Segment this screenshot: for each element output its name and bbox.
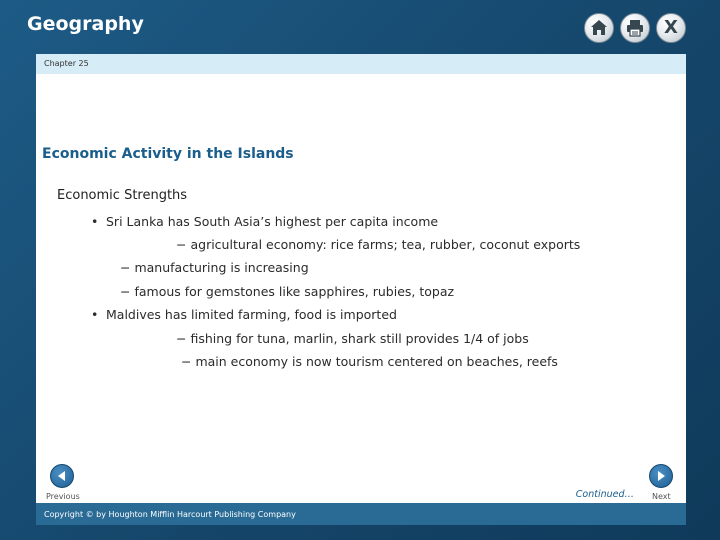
dash-marker: − (120, 284, 131, 299)
sub-bullet-line (176, 237, 580, 252)
sub-bullet-text: manufacturing is increasing (134, 260, 309, 275)
print-button[interactable] (620, 13, 650, 43)
section-heading: Economic Strengths (57, 188, 188, 203)
dash-marker: − (181, 354, 192, 369)
arrow-left-icon (56, 470, 68, 482)
home-icon (589, 18, 609, 38)
slide-title: Economic Activity in the Islands (42, 146, 294, 162)
sub-bullet-text: famous for gemstones like sapphires, rubies, topaz (134, 284, 455, 299)
next-label[interactable]: Next (652, 492, 671, 501)
toolbar (584, 13, 686, 43)
sub-bullet-line (181, 354, 558, 369)
sub-bullet-text: main economy is now tourism centered on beaches, reefs (195, 354, 558, 369)
footer-bar (36, 503, 686, 525)
previous-button[interactable] (50, 464, 74, 488)
sub-bullet-line (120, 284, 454, 299)
dash-marker: − (176, 331, 187, 346)
home-button[interactable] (584, 13, 614, 43)
slide-content (36, 74, 686, 503)
bullet-text: Sri Lanka has South Asia’s highest per capita income (106, 214, 439, 229)
bullet-line (91, 214, 438, 229)
continued-label: Continued… (575, 489, 634, 500)
bullet-text: Maldives has limited farming, food is imported (106, 307, 397, 322)
sub-bullet-text: agricultural economy: rice farms; tea, rubber, coconut exports (190, 237, 581, 252)
bullet-line (91, 307, 397, 322)
sub-bullet-line (120, 260, 309, 275)
app-title: Geography (27, 13, 144, 35)
bullet-marker: • (91, 307, 99, 322)
close-icon: X (664, 17, 678, 38)
printer-icon (625, 18, 645, 38)
copyright-text: Copyright © by Houghton Mifflin Harcourt Publishing Company (44, 510, 296, 519)
dash-marker: − (176, 237, 187, 252)
sub-bullet-line (176, 331, 529, 346)
next-button[interactable] (649, 464, 673, 488)
dash-marker: − (120, 260, 131, 275)
bullet-marker: • (91, 214, 99, 229)
chapter-label: Chapter 25 (44, 59, 89, 68)
previous-label[interactable]: Previous (46, 492, 80, 501)
arrow-right-icon (655, 470, 667, 482)
close-button[interactable] (656, 13, 686, 43)
sub-bullet-text: fishing for tuna, marlin, shark still provides 1/4 of jobs (190, 331, 529, 346)
chapter-bar (36, 54, 686, 74)
